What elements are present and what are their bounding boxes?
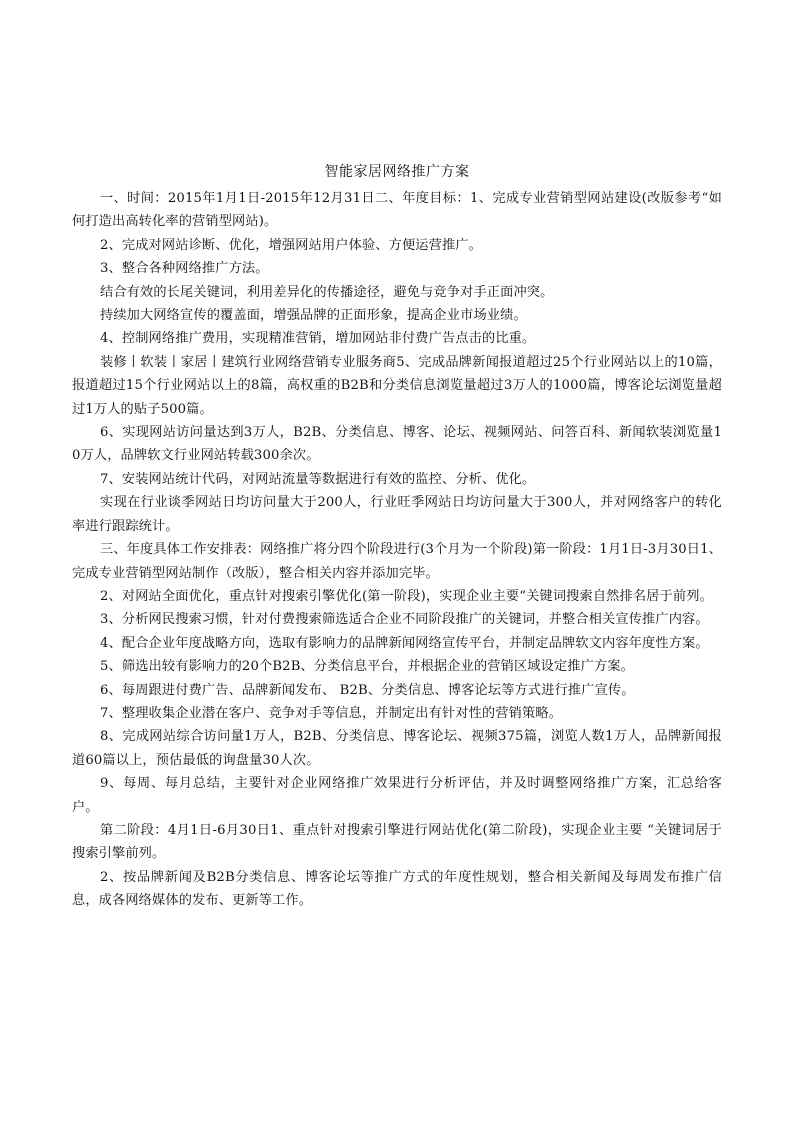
paragraph-phase1-item-4: 4、配合企业年度战略方向，选取有影响力的品牌新闻网络宣传平台，并制定品牌软文内容年度性方案。 (100, 635, 709, 651)
paragraph-schedule: 三、年度具体工作安排表：网络推广将分四个阶段进行(3个月为一个阶段)第一阶段：1月1日-3月30日1、完成专业营销型网站制作（改版），整合相关内容并添加完毕。 (72, 542, 722, 581)
paragraph-visits: 实现在行业谈季网站日均访问量大于200人，行业旺季网站日均访问量大于300人，并对网络客户的转化率进行跟踪统计。 (72, 495, 722, 534)
document-page (72, 160, 722, 913)
paragraph-item-6: 6、实现网站访问量达到3万人，B2B、分类信息、博客、论坛、视频网站、问答百科、新闻软装浏览量10万人，品牌软文行业网站转载300余次。 (72, 425, 722, 464)
document-title: 智能家居网络推广方案 (324, 164, 470, 180)
paragraph-item-3: 3、整合各种网络推广方法。 (100, 261, 269, 277)
paragraph-phase1-item-9: 9、每周、每月总结，主要针对企业网络推广效果进行分析评估，并及时调整网络推广方案，汇总给客户。 (72, 776, 722, 815)
paragraph-item-4: 4、控制网络推广费用，实现精准营销，增加网站非付费广告点击的比重。 (100, 331, 536, 347)
paragraph-phase1-item-6: 6、每周跟进付费广告、品牌新闻发布、 B2B、分类信息、博客论坛等方式进行推广宣传。 (100, 682, 635, 698)
paragraph-phase1-item-2: 2、对网站全面优化，重点针对搜索引擎优化(第一阶段)，实现企业主要“关键词搜索自然排名居于前列。 (100, 588, 713, 604)
paragraph-item-2: 2、完成对网站诊断、优化，增强网站用户体验、方便运营推广。 (100, 237, 482, 253)
paragraph-phase2-item-2: 2、按品牌新闻及B2B分类信息、博客论坛等推广方式的年度性规划，整合相关新闻及每周发布推广信息，成各网络媒体的发布、更新等工作。 (72, 869, 722, 909)
paragraph-item-5: 装修丨软装丨家居丨建筑行业网络营销专业服务商5、完成品牌新闻报道超过25个行业网站以上的10篇，报道超过15个行业网站以上的8篇，高权重的B2B和分类信息浏览量超过3万人的1000篇，博客论坛浏览量超过1万人的贴子500篇。 (72, 354, 722, 417)
paragraph-phase1-item-8: 8、完成网站综合访问量1万人，B2B、分类信息、博客论坛、视频375篇，浏览人数1万人，品牌新闻报道60篇以上，预估最低的询盘量30人次。 (72, 729, 722, 768)
paragraph-phase1-item-7: 7、整理收集企业潜在客户、竞争对手等信息，并制定出有针对性的营销策略。 (100, 705, 563, 721)
paragraph-phase1-item-3: 3、分析网民搜索习惯，针对付费搜索筛选适合企业不同阶段推广的关键词，并整合相关宣传推广内容。 (100, 612, 709, 628)
paragraph-phase2: 第二阶段：4月1日-6月30日1、重点针对搜索引擎进行网站优化(第二阶段)，实现企业主要 “关键词居于搜索引擎前列。 (72, 822, 722, 862)
paragraph-longtail: 结合有效的长尾关键词，利用差异化的传播途径，避免与竞争对手正面冲突。 (100, 284, 554, 300)
paragraph-phase1-item-5: 5、筛选出较有影响力的20个B2B、分类信息平台，并根据企业的营销区域设定推广方案。 (100, 659, 634, 675)
paragraph-time-goals: 一、时间：2015年1月1日-2015年12月31日二、年度目标：1、完成专业营销型网站建设(改版参考“如何打造出高转化率的营销型网站)。 (72, 191, 722, 230)
paragraph-coverage: 持续加大网络宣传的覆盖面，增强品牌的正面形象，提高企业市场业绩。 (100, 308, 527, 324)
paragraph-item-7: 7、安装网站统计代码，对网站流量等数据进行有效的监控、分析、优化。 (100, 471, 536, 487)
